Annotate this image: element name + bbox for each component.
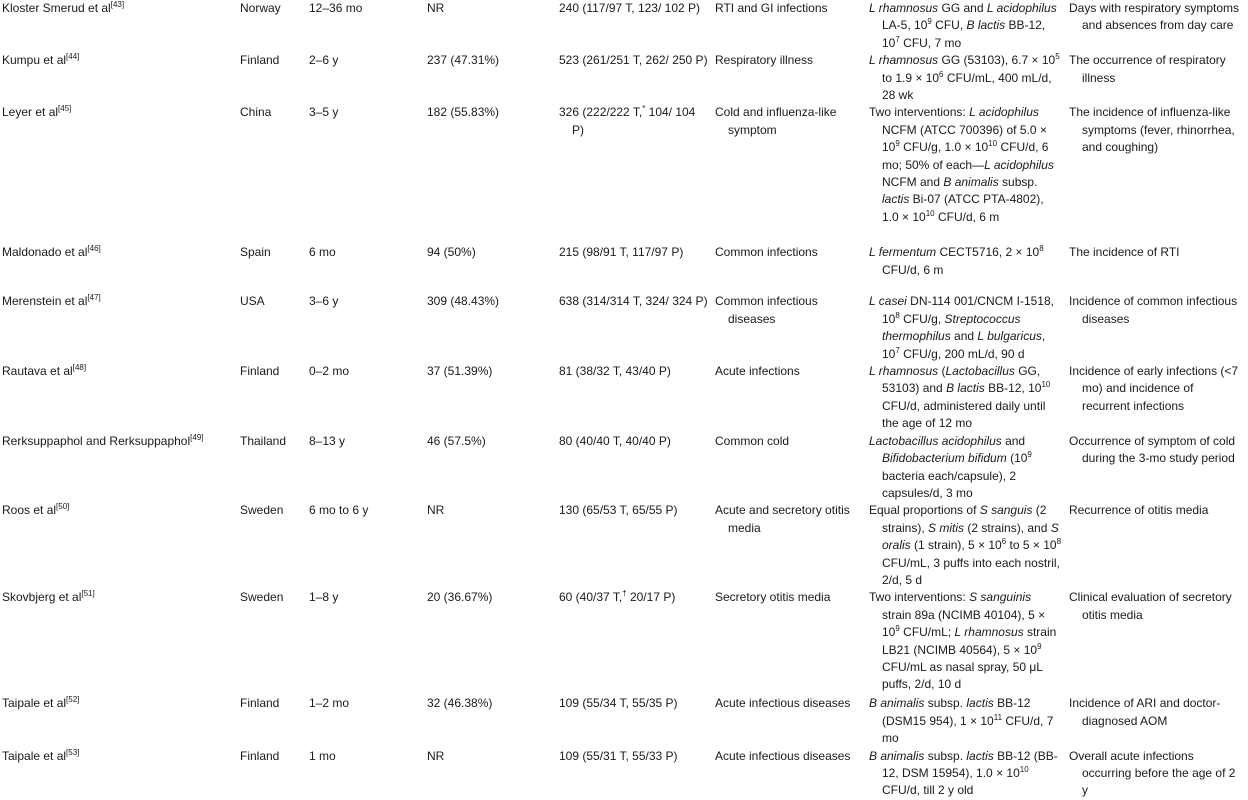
outcome-cell (1066, 104, 1248, 244)
outcome-text: Days with respiratory symptoms and absences from day care (1069, 1, 1240, 33)
italic-text: L acidophilus (984, 157, 1054, 172)
outcome-text: The incidence of RTI (1069, 245, 1180, 260)
intervention-cell (866, 363, 1066, 433)
outcome-cell (1066, 589, 1248, 695)
text-run: Two interventions: (869, 590, 970, 605)
text-run: (10 (1006, 451, 1028, 466)
condition-text: Common infectious diseases (715, 294, 818, 326)
condition-cell (712, 589, 866, 695)
italic-text: Lactobacillus acidophilus (869, 433, 1002, 448)
text-run: , 10 (882, 329, 1046, 361)
text-run: 326 (222/222 T, (559, 105, 643, 120)
text-run: subsp. (998, 175, 1038, 190)
table-row (0, 0, 1248, 52)
outcome-text: Recurrence of otitis media (1069, 503, 1209, 518)
country-cell: USA (240, 294, 265, 309)
text-run: LA-5, 10 (882, 18, 928, 33)
condition-text: Acute infectious diseases (715, 748, 851, 763)
study-name: Kloster Smerud et al (2, 1, 111, 15)
italic-text: L rhamnosus (869, 53, 939, 68)
text-run: to 5 × 10 (1006, 538, 1057, 553)
table-row (0, 244, 1248, 293)
reference-number: [49] (190, 432, 204, 442)
age-cell: 8–13 y (309, 433, 346, 448)
text-run: bacteria each/capsule), 2 capsules/d, 3 mo (882, 468, 1017, 500)
outcome-text: Incidence of common infectious diseases (1069, 294, 1238, 326)
intervention-text (868, 293, 1062, 363)
condition-cell (712, 695, 866, 747)
study-cell (0, 748, 238, 800)
dropout-cell: 182 (55.83%) (427, 105, 500, 120)
sample-size-text: 638 (314/314 T, 324/ 324 P) (559, 294, 708, 309)
table-row (0, 52, 1248, 104)
sample-size-cell (556, 695, 712, 747)
intervention-cell (866, 695, 1066, 747)
condition-cell (712, 244, 866, 293)
text-run: CFU/d, administered daily until the age of 12 mo (882, 398, 1046, 431)
text-run: BB-12 (DSM15 954), 1 × 10 (882, 696, 1031, 728)
country-cell: Spain (240, 245, 271, 260)
italic-text: B animalis (869, 748, 925, 763)
age-cell: 1 mo (309, 748, 336, 763)
text-run: (2 strains), and (964, 520, 1051, 535)
study-cell (0, 104, 238, 244)
reference-number: [48] (72, 363, 87, 373)
country-cell: Finland (240, 53, 280, 68)
intervention-text (868, 433, 1062, 503)
superscript: 11 (993, 712, 1003, 722)
condition-text: Acute infections (715, 364, 800, 379)
intervention-text (868, 244, 1062, 279)
condition-cell (712, 363, 866, 433)
table-row (0, 293, 1248, 363)
sample-size-cell (556, 363, 712, 433)
intervention-text (868, 748, 1062, 800)
sample-size-cell (556, 0, 712, 52)
text-run: BB-12 (BB-12, DSM 15954), 1.0 × 10 (882, 748, 1058, 780)
reference-number: [47] (87, 293, 101, 303)
sample-size-text: 109 (55/31 T, 55/33 P) (559, 748, 678, 763)
dropout-cell: 237 (47.31%) (427, 53, 500, 68)
outcome-cell (1066, 293, 1248, 363)
text-run: CFU/g, 200 mL/d, 90 d (899, 346, 1025, 361)
outcome-cell (1066, 363, 1248, 433)
sample-size-text: 109 (55/34 T, 55/35 P) (559, 696, 678, 711)
text-run: CFU/mL as nasal spray, 50 μL puffs, 2/d, 10 d (882, 659, 1043, 692)
text-run: CFU/d, 6 m (882, 262, 944, 277)
study-name: Roos et al (2, 503, 57, 518)
study-cell (0, 695, 238, 747)
text-run: CECT5716, 2 × 10 (936, 245, 1040, 260)
italic-text: L acidophilus (969, 105, 1039, 120)
superscript: 7 (895, 345, 900, 355)
text-run: Equal proportions of (869, 503, 980, 518)
condition-cell (712, 433, 866, 503)
age-cell: 6 mo to 6 y (309, 503, 369, 518)
text-run: strain 89a (NCIMB 40104), 5 × 10 (882, 607, 1046, 640)
text-run: CFU/d, 7 mo (882, 713, 1054, 746)
text-run: CFU/d, 6 m (934, 209, 1000, 224)
text-run: BB-12, 10 (984, 381, 1042, 396)
outcome-text: The incidence of influenza-like symptoms (fever, rhinorrhea, and coughing) (1069, 105, 1235, 155)
intervention-cell (866, 433, 1066, 503)
study-cell (0, 363, 238, 433)
sample-size-cell (556, 293, 712, 363)
italic-text: B animalis (869, 696, 925, 711)
country-cell: Finland (240, 364, 280, 379)
text-run: GG and (938, 1, 987, 15)
superscript: 6 (1001, 537, 1007, 547)
superscript: 8 (1039, 244, 1044, 254)
superscript: 10 (1041, 380, 1051, 390)
intervention-cell (866, 589, 1066, 695)
study-name: Rerksuppaphol and Rerksuppaphol (2, 433, 191, 448)
dropout-cell: 37 (51.39%) (427, 364, 493, 379)
text-run: DN-114 001/CNCM I-1518, 10 (882, 294, 1054, 326)
italic-text: B lactis (966, 18, 1006, 33)
italic-text: lactis (966, 748, 994, 763)
text-run: CFU/d, 6 mo; 50% of each— (882, 140, 1049, 172)
text-run: CFU/mL; (899, 625, 955, 640)
study-cell (0, 433, 238, 503)
superscript: 6 (939, 69, 944, 79)
condition-text: RTI and GI infections (715, 1, 828, 15)
reference-number: [50] (56, 502, 70, 512)
sample-size-text: 240 (117/97 T, 123/ 102 P) (559, 1, 700, 15)
study-cell (0, 293, 238, 363)
superscript: * (642, 104, 646, 114)
text-run: NCFM and (882, 175, 944, 190)
italic-text: Bifidobacterium bifidum (882, 451, 1007, 466)
sample-size-text (558, 104, 708, 139)
italic-text: L casei (869, 294, 907, 309)
superscript: 9 (927, 17, 932, 27)
intervention-cell (866, 0, 1066, 52)
italic-text: S mitis (928, 520, 965, 535)
intervention-cell (866, 52, 1066, 104)
text-run: Two interventions: (869, 105, 970, 120)
country-cell: China (240, 105, 272, 120)
table-row (0, 502, 1248, 589)
study-name: Kumpu et al (2, 53, 67, 68)
intervention-cell (866, 748, 1066, 800)
condition-text: Cold and influenza-like symptom (715, 105, 837, 137)
intervention-text (868, 589, 1062, 693)
condition-cell (712, 104, 866, 244)
outcome-text: Clinical evaluation of secretory otitis media (1069, 590, 1232, 622)
age-cell: 12–36 mo (309, 1, 363, 15)
superscript: 9 (895, 139, 900, 149)
superscript: 8 (1056, 537, 1062, 547)
table-row (0, 363, 1248, 433)
superscript: 9 (895, 624, 900, 634)
table-row (0, 748, 1248, 800)
sample-size-text: 80 (40/40 T, 40/40 P) (559, 433, 671, 448)
outcome-cell (1066, 748, 1248, 800)
intervention-text (868, 502, 1062, 589)
study-name: Merenstein et al (2, 294, 88, 309)
text-run: CFU/d, till 2 y old (882, 783, 974, 798)
age-cell: 3–6 y (309, 294, 339, 309)
text-run: CFU/g, 1.0 × 10 (899, 140, 989, 155)
superscript: 10 (988, 139, 998, 149)
text-run: 104/ 104 P) (572, 105, 696, 137)
intervention-text (868, 104, 1062, 226)
italic-text: B animalis (943, 175, 999, 190)
superscript: † (622, 589, 627, 599)
text-run: NCFM (ATCC 700396) of 5.0 × 10 (882, 122, 1047, 155)
reference-number: [53] (66, 747, 80, 757)
country-cell: Finland (240, 696, 280, 711)
age-cell: 1–8 y (309, 590, 339, 605)
outcome-cell (1066, 244, 1248, 293)
text-run: and (950, 329, 978, 344)
outcome-cell (1066, 502, 1248, 589)
text-run: and (1001, 433, 1026, 448)
condition-cell (712, 0, 866, 52)
italic-text: lactis (966, 696, 994, 711)
superscript: 9 (1037, 641, 1042, 651)
table-row (0, 104, 1248, 244)
reference-number: [52] (66, 695, 80, 705)
dropout-cell: 32 (46.38%) (427, 696, 493, 711)
outcome-cell (1066, 0, 1248, 52)
study-name: Maldonado et al (2, 245, 88, 260)
intervention-text (868, 0, 1062, 52)
sample-size-cell (556, 433, 712, 503)
intervention-cell (866, 104, 1066, 244)
dropout-cell: 309 (48.43%) (427, 294, 500, 309)
reference-number: [43] (110, 0, 125, 9)
outcome-cell (1066, 52, 1248, 104)
study-name: Taipale et al (2, 696, 67, 711)
country-cell: Thailand (240, 433, 287, 448)
condition-text: Respiratory illness (715, 53, 814, 68)
age-cell: 6 mo (309, 245, 336, 260)
italic-text: Lactobacillus (945, 364, 1015, 379)
superscript: 7 (895, 34, 900, 44)
condition-text: Acute infectious diseases (715, 696, 851, 711)
text-run: BB-12, 10 (882, 18, 1046, 50)
intervention-text (868, 52, 1062, 104)
sample-size-text: 215 (98/91 T, 117/97 P) (559, 245, 684, 260)
italic-text: L fermentum (869, 245, 937, 260)
text-run: CFU, 7 mo (899, 35, 962, 50)
condition-text: Secretory otitis media (715, 590, 831, 605)
table-row (0, 433, 1248, 503)
sample-size-cell (556, 589, 712, 695)
study-cell (0, 589, 238, 695)
reference-number: [51] (81, 589, 95, 599)
study-cell (0, 502, 238, 589)
age-cell: 2–6 y (309, 53, 339, 68)
italic-text: S oralis (882, 520, 1059, 553)
country-cell: Norway (240, 1, 281, 15)
superscript: 5 (1055, 52, 1060, 62)
italic-text: S sanguinis (969, 590, 1032, 605)
reference-number: [46] (87, 244, 101, 254)
text-run: (1 strain), 5 × 10 (910, 538, 1002, 553)
text-run: to 1.9 × 10 (882, 70, 940, 85)
italic-text: L rhamnosus (954, 625, 1024, 640)
italic-text: lactis (882, 192, 910, 207)
outcome-text: Incidence of ARI and doctor-diagnosed AOM (1069, 696, 1221, 728)
italic-text: B lactis (946, 381, 985, 396)
outcome-cell (1066, 433, 1248, 503)
intervention-text (868, 695, 1062, 747)
table-row (0, 589, 1248, 695)
superscript: 9 (1027, 450, 1032, 460)
outcome-text: Occurrence of symptom of cold during the 3-mo study period (1069, 433, 1236, 466)
intervention-cell (866, 244, 1066, 293)
text-run: 60 (40/37 T, (559, 590, 623, 605)
study-name: Rautava et al (2, 364, 73, 379)
sample-size-cell (556, 502, 712, 589)
sample-size-cell (556, 52, 712, 104)
outcome-cell (1066, 695, 1248, 747)
text-run: CFU/g, (899, 311, 945, 326)
age-cell: 1–2 mo (309, 696, 350, 711)
age-cell: 3–5 y (309, 105, 339, 120)
study-name: Taipale et al (2, 748, 67, 763)
country-cell: Sweden (240, 503, 284, 518)
italic-text: L rhamnosus (869, 1, 939, 15)
country-cell: Finland (240, 748, 280, 763)
text-run: CFU/mL, 400 mL/d, 28 wk (882, 70, 1052, 103)
superscript: 10 (1019, 764, 1029, 774)
study-name: Skovbjerg et al (2, 590, 82, 605)
dropout-cell: 20 (36.67%) (427, 590, 493, 605)
condition-cell (712, 502, 866, 589)
sample-size-text: 523 (261/251 T, 262/ 250 P) (559, 53, 708, 68)
dropout-cell: 46 (57.5%) (427, 433, 486, 448)
sample-size-cell (556, 748, 712, 800)
text-run: subsp. (924, 748, 967, 763)
intervention-cell (866, 293, 1066, 363)
text-run: GG, 53103) and (882, 364, 1041, 396)
italic-text: Streptococcus thermophilus (882, 311, 1021, 344)
age-cell: 0–2 mo (309, 364, 350, 379)
sample-size-text: 81 (38/32 T, 43/40 P) (559, 364, 671, 379)
dropout-cell: NR (427, 503, 445, 518)
intervention-text (868, 363, 1062, 433)
study-cell (0, 52, 238, 104)
reference-number: [44] (66, 52, 80, 62)
text-run: subsp. (924, 696, 967, 711)
study-name: Leyer et al (2, 105, 59, 120)
text-run: strain LB21 (NCIMB 40564), 5 × 10 (882, 625, 1057, 657)
country-cell: Sweden (240, 590, 284, 605)
superscript: 8 (895, 310, 900, 320)
condition-text: Acute and secretory otitis media (715, 503, 850, 535)
italic-text: S sanguis (979, 503, 1033, 518)
text-run: 20/17 P) (626, 590, 676, 605)
italic-text: L rhamnosus (869, 364, 939, 379)
table-row (0, 695, 1248, 747)
dropout-cell: 94 (50%) (427, 245, 476, 260)
study-cell (0, 0, 238, 52)
study-cell (0, 244, 238, 293)
condition-text: Common infections (715, 245, 818, 260)
superscript: 10 (925, 208, 935, 218)
sample-size-text (558, 589, 708, 606)
sample-size-text: 130 (65/53 T, 65/55 P) (559, 503, 678, 518)
text-run: (2 strains), (882, 503, 1047, 535)
outcome-text: Incidence of early infections (<7 mo) and incidence of recurrent infections (1069, 364, 1239, 413)
condition-cell (712, 748, 866, 800)
text-run: Bi-07 (ATCC PTA-4802), 1.0 × 10 (882, 192, 1044, 224)
dropout-cell: NR (427, 1, 445, 15)
intervention-cell (866, 502, 1066, 589)
condition-cell (712, 293, 866, 363)
condition-cell (712, 52, 866, 104)
sample-size-cell (556, 244, 712, 293)
condition-text: Common cold (715, 433, 790, 448)
dropout-cell: NR (427, 748, 445, 763)
sample-size-cell (556, 104, 712, 244)
reference-number: [45] (58, 104, 72, 114)
text-run: CFU, (931, 18, 967, 33)
italic-text: L acidophilus (986, 1, 1057, 15)
text-run: CFU/mL, 3 puffs into each nostril, 2/d, 5 d (882, 555, 1060, 587)
outcome-text: The occurrence of respiratory illness (1069, 53, 1226, 85)
outcome-text: Overall acute infections occurring before the age of 2 y (1069, 748, 1236, 798)
italic-text: L bulgaricus (977, 329, 1042, 344)
text-run: GG (53103), 6.7 × 10 (938, 53, 1056, 68)
text-run: ( (938, 364, 946, 379)
